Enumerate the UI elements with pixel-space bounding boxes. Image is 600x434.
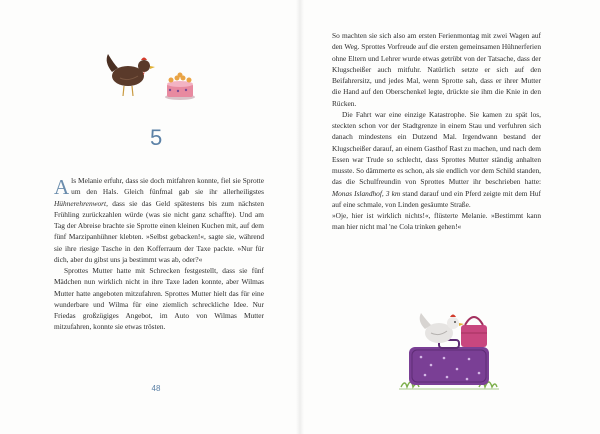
- hen-on-suitcase-illustration: [399, 287, 499, 397]
- hen-and-cake-illustration: [100, 50, 200, 102]
- left-page: [0, 0, 298, 434]
- hen-icon: [107, 54, 155, 96]
- hen-icon: [420, 313, 464, 343]
- handbag-icon: [461, 317, 487, 347]
- drop-cap: A: [54, 175, 70, 199]
- cake-icon: [165, 73, 195, 101]
- page-number: 48: [151, 384, 161, 393]
- chapter-number: 5: [150, 125, 163, 150]
- left-page-text: [54, 175, 264, 333]
- right-page-text: [332, 30, 541, 233]
- left-paragraph-1-rest: , dass sie das Geld spätestens bis zum nächsten Frühling zurückzahlen würde (was sie nicht ganz schaffte). Und am Tag der Abreise brachte sie Sprotte einen kleinen Kuchen mit, auf dem fünf Marzipanhühner klebten. »Selbst gebacken!«, sagte sie, während sie ihre riesige Tasche in den Kofferraum der Taxe packte. »Nur für dich, aber du gibst uns ja bestimmt was ab, oder?«: [54, 198, 264, 264]
- right-paragraph-1: So machten sie sich also am ersten Ferienmontag mit zwei Wagen auf den Weg. Sprottes Vorfreude auf die ersten gemeinsamen Hühnerferien ohne Eltern und Lehrer wurde etwas getrübt von der Tatsache, dass der Klugscheißer auch mitfuhr. Natürlich setzte er sich auf den Beifahrersitz, und jedes Mal, wenn Sprotte sah, dass er ihrer Mutter die Hand auf den Oberschenkel legte, drückte sie ihm die Knie in den Rücken.: [332, 31, 541, 108]
- left-paragraph-2: Sprottes Mutter hatte mit Schrecken festgestellt, dass sie fünf Mädchen nun wirklich nicht in ihre Taxe laden konnte, aber Wilmas Mutter hatte angeboten mitzufahren. Sprottes Mutter hielt das für eine wunderbare und Wilma für eine ziemlich schreckliche Idee. Nur Friedas großzügiges Angebot, im Auto von Wilmas Mutter mitzufahren, konnte sie etwas trösten.: [54, 266, 264, 332]
- right-paragraph-3: »Oje, hier ist wirklich nichts!«, flüsterte Melanie. »Bestimmt kann man hier nicht mal 'ne Cola trinken gehen!«: [332, 211, 541, 232]
- right-paragraph-2-emphasis: Monas Islandhof, 3 km: [332, 188, 401, 198]
- right-paragraph-2: [332, 109, 541, 210]
- right-paragraph-2-rest: stand darauf und ein Pferd zeigte mit dem Huf auf eine schmale, von Linden gesäumte Straße.: [332, 188, 541, 209]
- left-paragraph-1-emphasis: Hühnerehrenwort: [54, 198, 107, 208]
- left-paragraph-1: [54, 175, 264, 265]
- right-paragraph-2-text: Die Fahrt war eine einzige Katastrophe. Sie kamen zu spät los, steckten schon vor der Stadtgrenze in einem Stau und verfuhren sich danach mindestens ein Dutzend Mal. Irgendwann bestand der Klugscheißer darauf, an einem Gasthof Rast zu machen, und nach dem Essen war Trude so schlecht, dass Sprottes Mutter ständig anhalten musste. So dämmerte es schon, als sie endlich vor dem Schild standen, das die Schulfreundin von Sprottes Mutter ihr beschrieben hatte:: [332, 109, 541, 187]
- left-paragraph-1-text: ls Melanie erfuhr, dass sie doch mitfahren konnte, fiel sie Sprotte um den Hals. Gleich fünfmal gab sie ihr allerheiligstes: [71, 176, 264, 197]
